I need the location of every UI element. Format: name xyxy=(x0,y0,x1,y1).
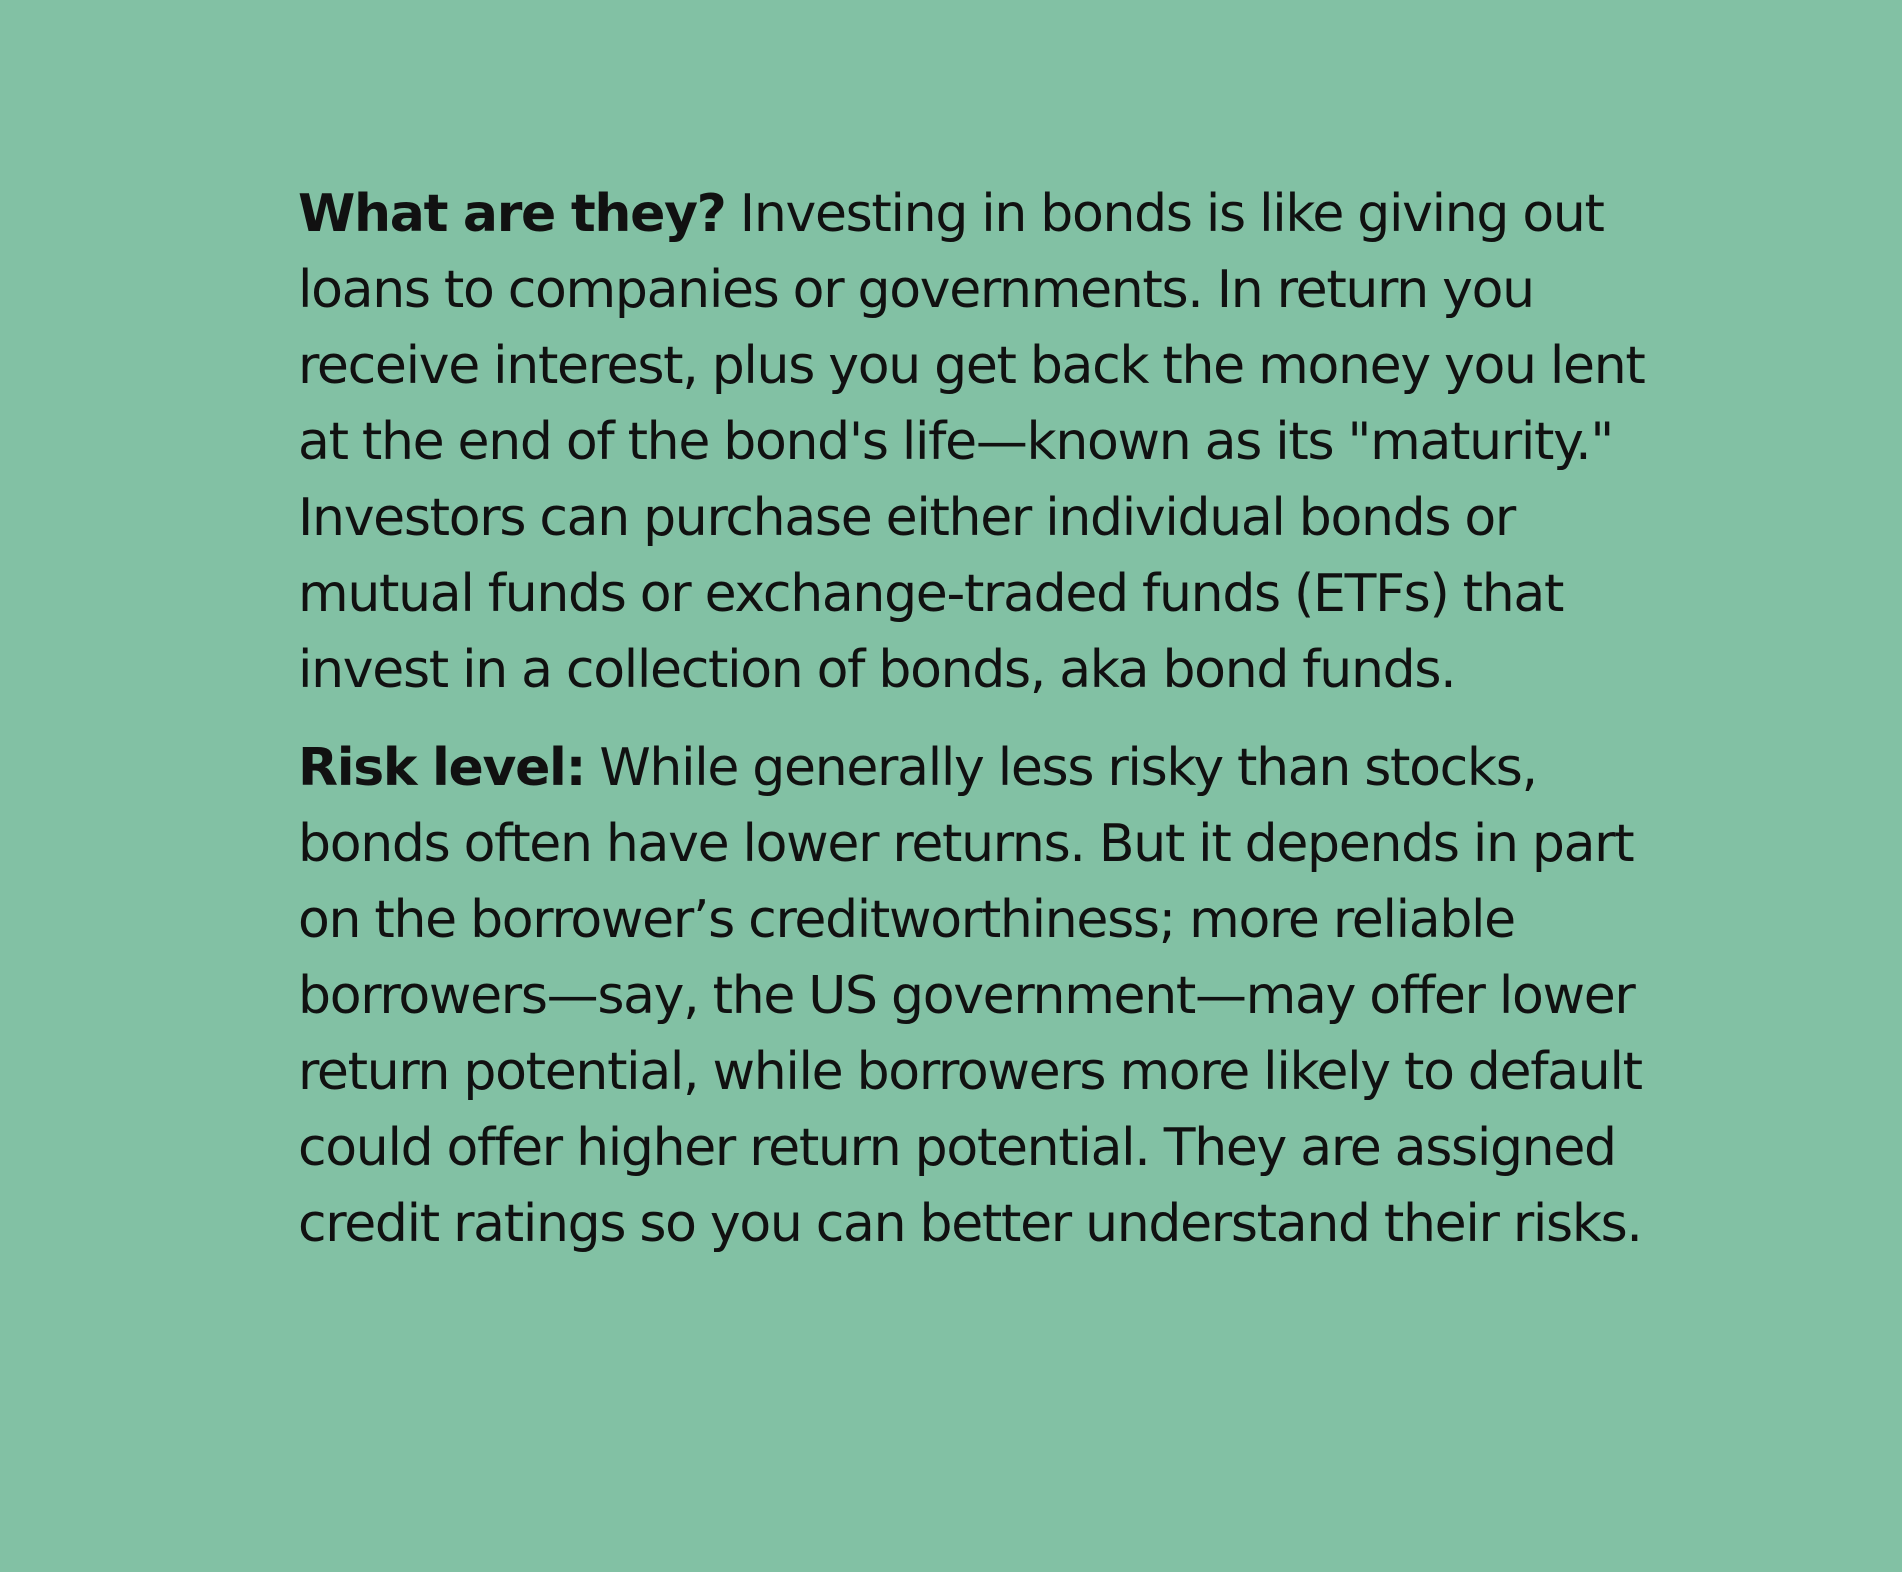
risk-level-paragraph xyxy=(298,730,1678,1262)
what-are-they-heading: What are they? xyxy=(298,184,726,244)
what-are-they-paragraph xyxy=(298,176,1678,708)
risk-level-heading: Risk level: xyxy=(298,738,586,798)
bond-info-card xyxy=(298,176,1678,1262)
what-are-they-text: Investing in bonds is like giving out loans to companies or governments. In return you receive interest, plus you get back the money you lent at the end of the bond's life—known as its "maturity." Investors can purchase either individual bonds or mutual funds or exchange-traded funds (ETFs) that invest in a collection of bonds, aka bond funds. xyxy=(298,184,1645,700)
risk-level-text: While generally less risky than stocks, bonds often have lower returns. But it depends in part on the borrower’s creditworthiness; more reliable borrowers—say, the US government—may offer lower return potential, while borrowers more likely to default could offer higher return potential. They are assigned credit ratings so you can better understand their risks. xyxy=(298,738,1642,1254)
